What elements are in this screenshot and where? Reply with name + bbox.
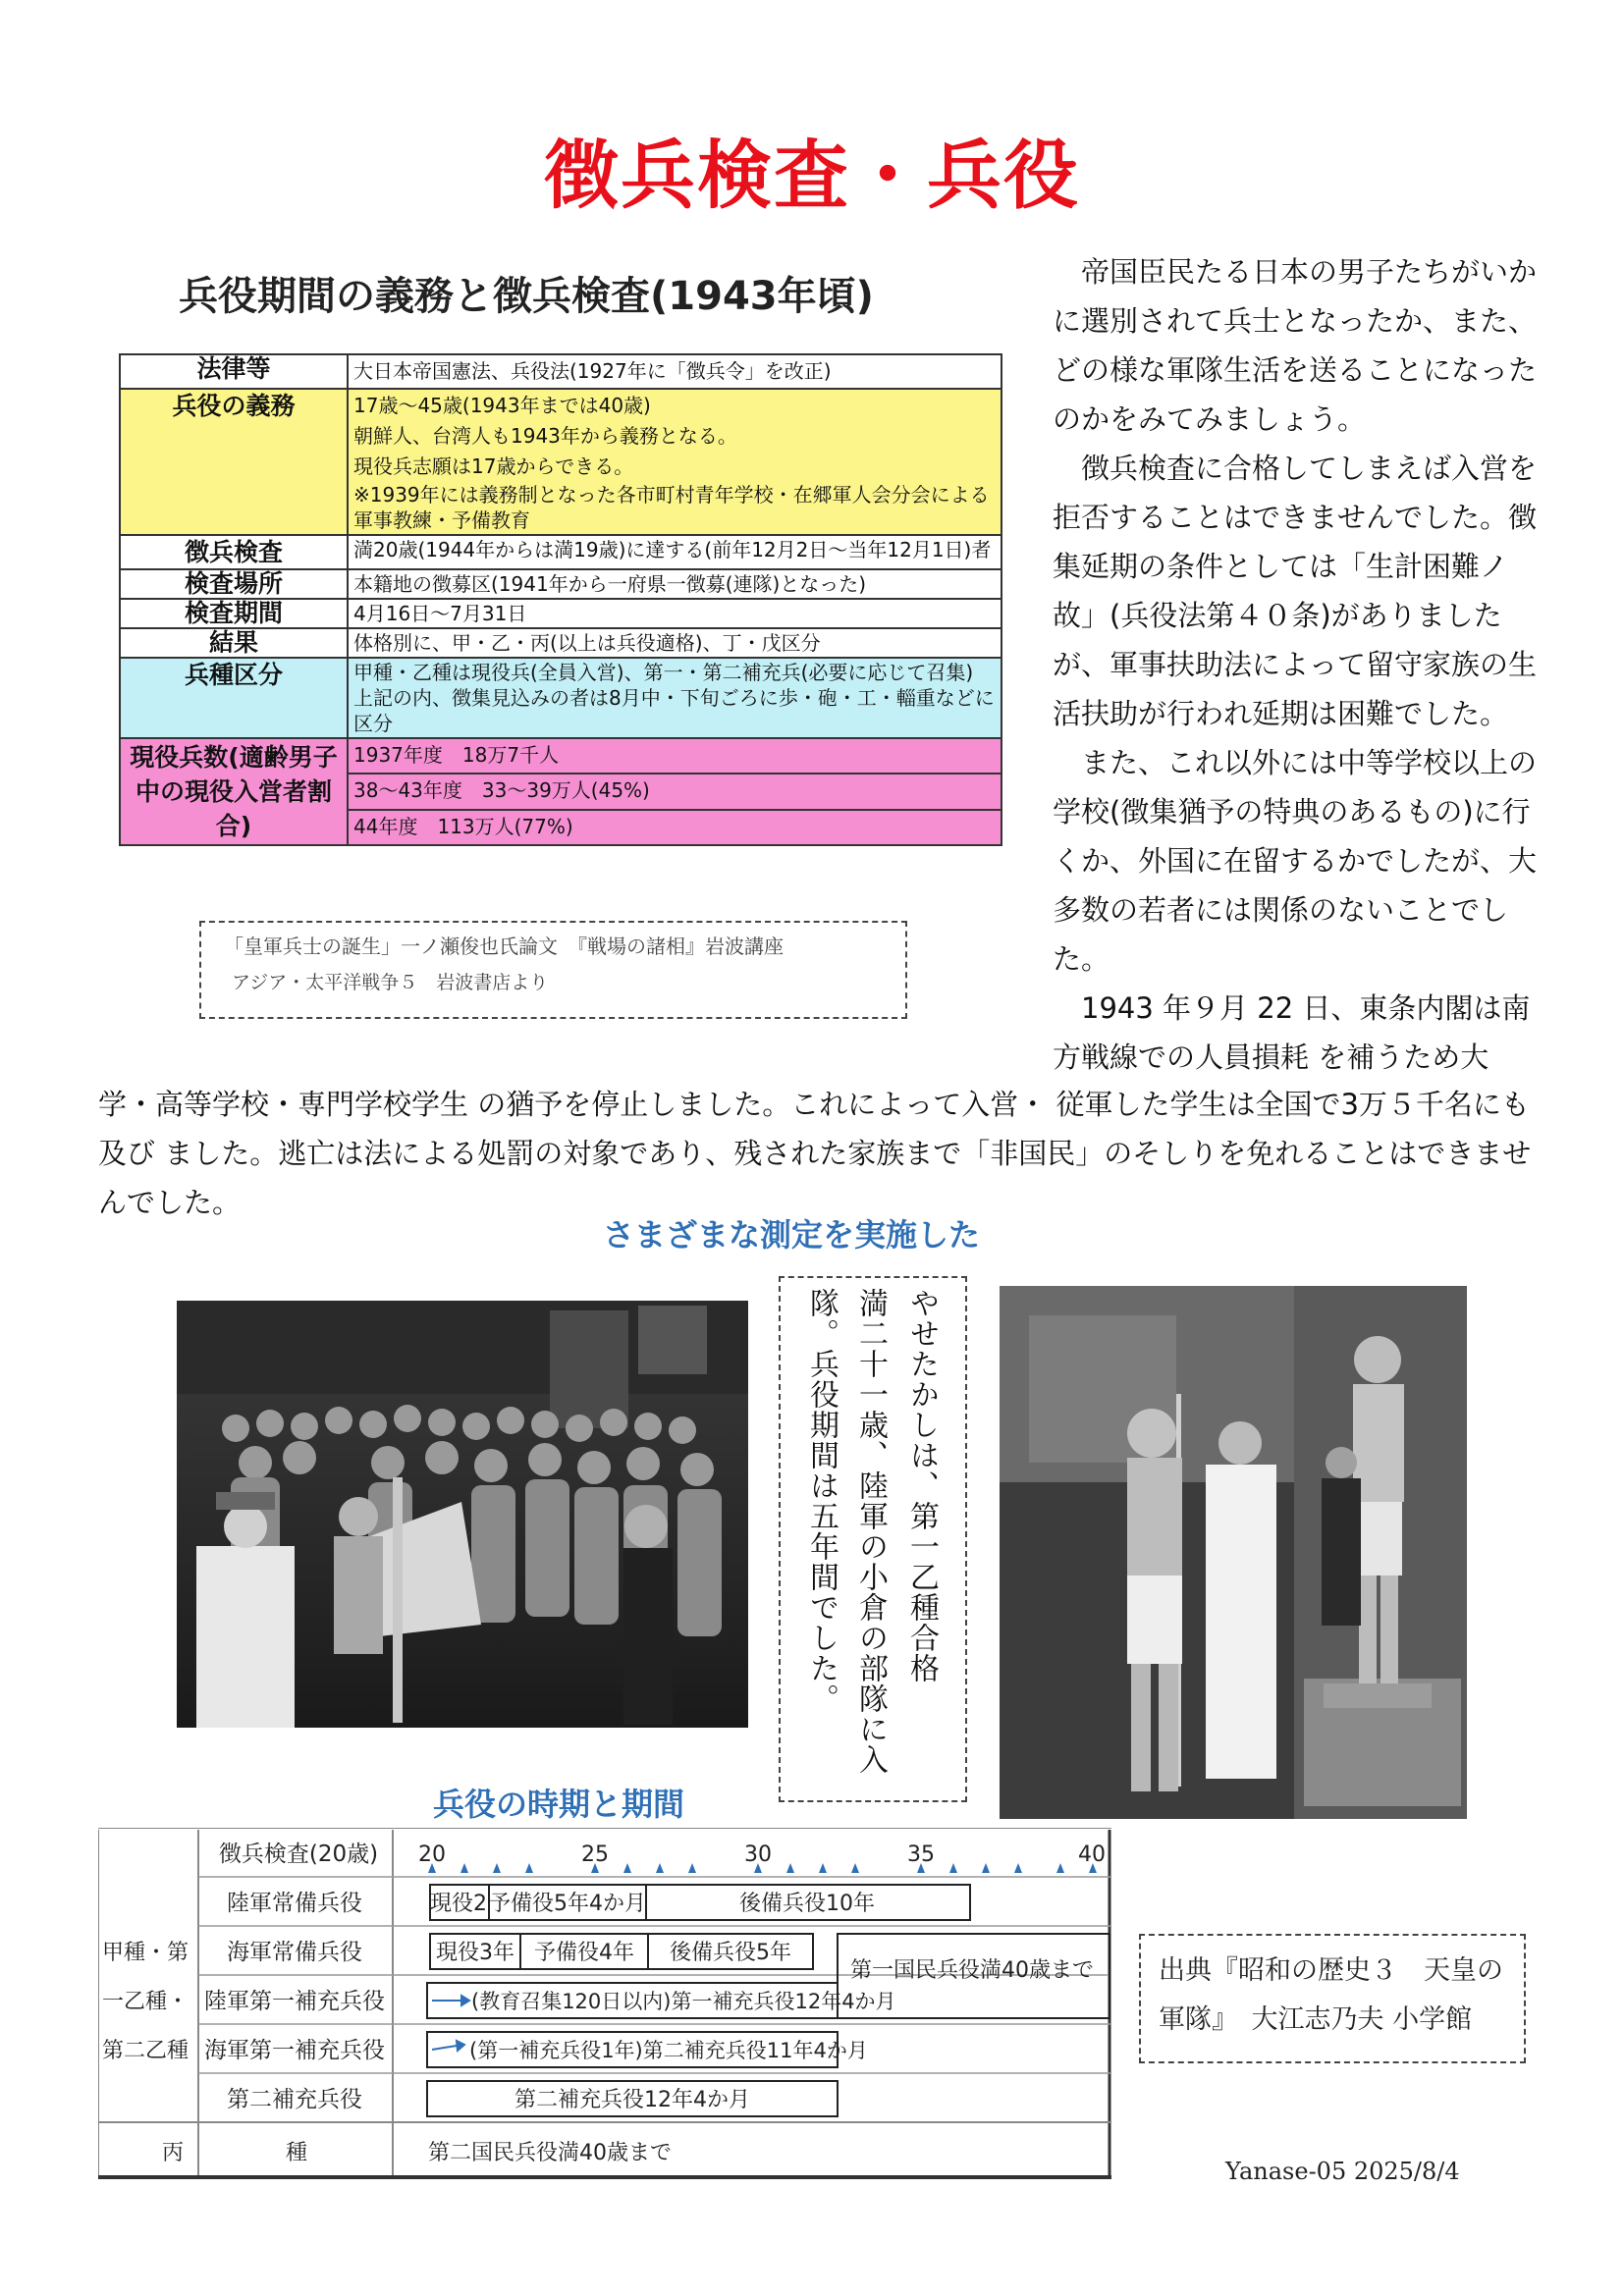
- row-name: 陸軍常備兵役: [227, 1891, 362, 1916]
- body-text: 学・高等学校・専門学校学生 の猶予を停止しました。これによって入営・ 従軍した学生は全国で3万５千名にも及び ました。逃亡は法による処罰の対象であり、残された家族まで「非国民」のそしりを免れることはできませんでした。: [98, 1088, 1532, 1219]
- table-row: [120, 738, 1001, 774]
- paragraph: 帝国臣民たる日本の男子たちがいかに選別されて兵士となったか、また、どの様な軍隊生活を送ることになったのかをみてみましょう。: [1053, 255, 1538, 436]
- cell-line: 満20歳(1944年からは満19歳)に達する(前年12月2日～当年12月1日)者: [353, 538, 992, 561]
- cell-line: 現役兵志願は17歳からできる。: [353, 454, 634, 478]
- row-name: 陸軍第一補充兵役: [204, 1989, 385, 2014]
- age-tick-label: 35: [907, 1842, 935, 1867]
- row-label: 現役兵数(適齢男子中の現役入営者割合): [120, 738, 348, 845]
- header-label: 徴兵検査(20歳): [218, 1842, 379, 1867]
- intro-text: [1053, 247, 1543, 1082]
- row-cell: [348, 354, 1001, 389]
- row-cell: 44年度 113万人(77%): [348, 810, 1001, 845]
- paragraph: 1943 年９月 22 日、東条内閣は南方戦線での人員損耗 を補うため大: [1053, 991, 1531, 1074]
- table-row: [120, 569, 1001, 599]
- section-heading: 兵役の時期と期間: [433, 1786, 685, 1823]
- segment-label: 後備兵役5年: [670, 1941, 791, 1965]
- caption-line: 隊。兵役期間は五年間でした。: [804, 1288, 839, 1714]
- duty-table: [119, 353, 1002, 846]
- paragraph: 徴兵検査に合格してしまえば入営を拒否することはできませんでした。徴集延期の条件としては「生計困難ノ故」(兵役法第４０条)がありましたが、軍事扶助法によって留守家族の生活扶助が行われ延期は困難でした。: [1053, 452, 1538, 730]
- row-cell: [348, 389, 1001, 535]
- segment-label: (教育召集120日以内)第一補充兵役12年4か月: [471, 1990, 896, 2013]
- age-tick-label: 30: [744, 1842, 772, 1867]
- paragraph: また、これ以外には中等学校以上の学校(徴集猶予の特典のあるもの)に行くか、外国に在留するかでしたが、大多数の若者には関係のないことでした。: [1053, 746, 1538, 976]
- table-row: [120, 535, 1001, 569]
- row-label: 兵種区分: [120, 658, 348, 738]
- cell-line: 甲種・乙種は現役兵(全員入営)、第一・第二補充兵(必要に応じて召集): [353, 661, 974, 684]
- row-label: 法律等: [120, 354, 348, 389]
- row-cell: 38～43年度 33～39万人(45%): [348, 774, 1001, 809]
- cell-line: 体格別に、甲・乙・丙(以上は兵役適格)、丁・戊区分: [353, 631, 821, 655]
- height-measurement-photo: [1000, 1286, 1467, 1819]
- citation-text: 出典『昭和の歴史３ 天皇の軍隊』 大江志乃夫 小学館: [1159, 1955, 1503, 2035]
- measurement-photo: [177, 1301, 748, 1728]
- section-heading: さまざまな測定を実施した: [603, 1216, 981, 1254]
- segment-label: 第二補充兵役12年4か月: [514, 2088, 750, 2112]
- table-row: [120, 354, 1001, 389]
- caption-line: 満二十一歳、陸軍の小倉の部隊に入: [853, 1288, 888, 1775]
- age-tick-label: 20: [418, 1842, 446, 1867]
- age-tick-label: 25: [581, 1842, 609, 1867]
- row-label: 結果: [120, 628, 348, 658]
- row-cell: [348, 658, 1001, 738]
- row-cell: [348, 569, 1001, 599]
- cell-line: ※1939年には義務制となった各市町村青年学校・在郷軍人会分会による軍事教練・予備教育: [353, 483, 990, 532]
- kokumin-label: 第二国民兵役満40歳まで: [428, 2141, 672, 2165]
- row-label: 兵役の義務: [120, 389, 348, 535]
- table-row: [120, 389, 1001, 535]
- table-heading: 兵役期間の義務と徴兵検査(1943年頃): [179, 274, 874, 319]
- segment-label: 現役3年: [436, 1941, 514, 1965]
- row-cell: [348, 535, 1001, 569]
- row-name: 第二補充兵役: [227, 2087, 362, 2112]
- row-cell: 1937年度 18万7千人: [348, 738, 1001, 774]
- cell-line: 17歳～45歳(1943年までは40歳): [353, 394, 651, 417]
- page-title: 徴兵検査・兵役: [544, 132, 1080, 219]
- table-row: [120, 599, 1001, 628]
- row-label: 検査期間: [120, 599, 348, 628]
- service-timeline-chart: [98, 1828, 1111, 2179]
- footer-credit: Yanase-05 2025/8/4: [1225, 2158, 1460, 2185]
- segment-label: 現役2: [430, 1892, 487, 1916]
- cell-line: 上記の内、徴集見込みの者は8月中・下旬ごろに歩・砲・工・輜重などに区分: [353, 686, 995, 735]
- group-label: 第二乙種: [101, 2039, 189, 2063]
- segment-label: 後備兵役10年: [739, 1892, 875, 1916]
- segment-label: 予備役4年: [534, 1941, 634, 1965]
- segment-label: (第一補充兵役1年)第二補充兵役11年4か月: [469, 2039, 868, 2062]
- cell-line: 4月16日～7月31日: [353, 602, 527, 625]
- cell-line: 大日本帝国憲法、兵役法(1927年に「徴兵令」を改正): [353, 359, 832, 383]
- table-source-line: 「皇軍兵士の誕生」一ノ瀬俊也氏論文 『戦場の諸相』岩波講座: [224, 934, 784, 958]
- hei-label: 種: [285, 2141, 308, 2165]
- table-row: [120, 628, 1001, 658]
- row-cell: [348, 628, 1001, 658]
- hei-label: 丙: [161, 2141, 185, 2165]
- row-name: 海軍常備兵役: [227, 1940, 362, 1965]
- kokumin-label: 第一国民兵役満40歳まで: [850, 1958, 1094, 1983]
- row-name: 海軍第一補充兵役: [204, 2038, 385, 2063]
- group-label: 甲種・第: [101, 1941, 189, 1965]
- table-row: [120, 658, 1001, 738]
- cell-line: 朝鮮人、台湾人も1943年から義務となる。: [353, 424, 737, 448]
- age-tick-label: 40: [1078, 1842, 1106, 1867]
- segment-label: 予備役5年4か月: [489, 1892, 646, 1916]
- row-label: 徴兵検査: [120, 535, 348, 569]
- group-label: 一乙種・: [101, 1990, 189, 2014]
- row-label: 検査場所: [120, 569, 348, 599]
- table-source-line: アジア・太平洋戦争５ 岩波書店より: [232, 972, 549, 993]
- row-cell: [348, 599, 1001, 628]
- caption-line: やせたかしは、第一乙種合格: [904, 1288, 939, 1683]
- cell-line: 本籍地の徴募区(1941年から一府県一徴募(連隊)となった): [353, 572, 867, 596]
